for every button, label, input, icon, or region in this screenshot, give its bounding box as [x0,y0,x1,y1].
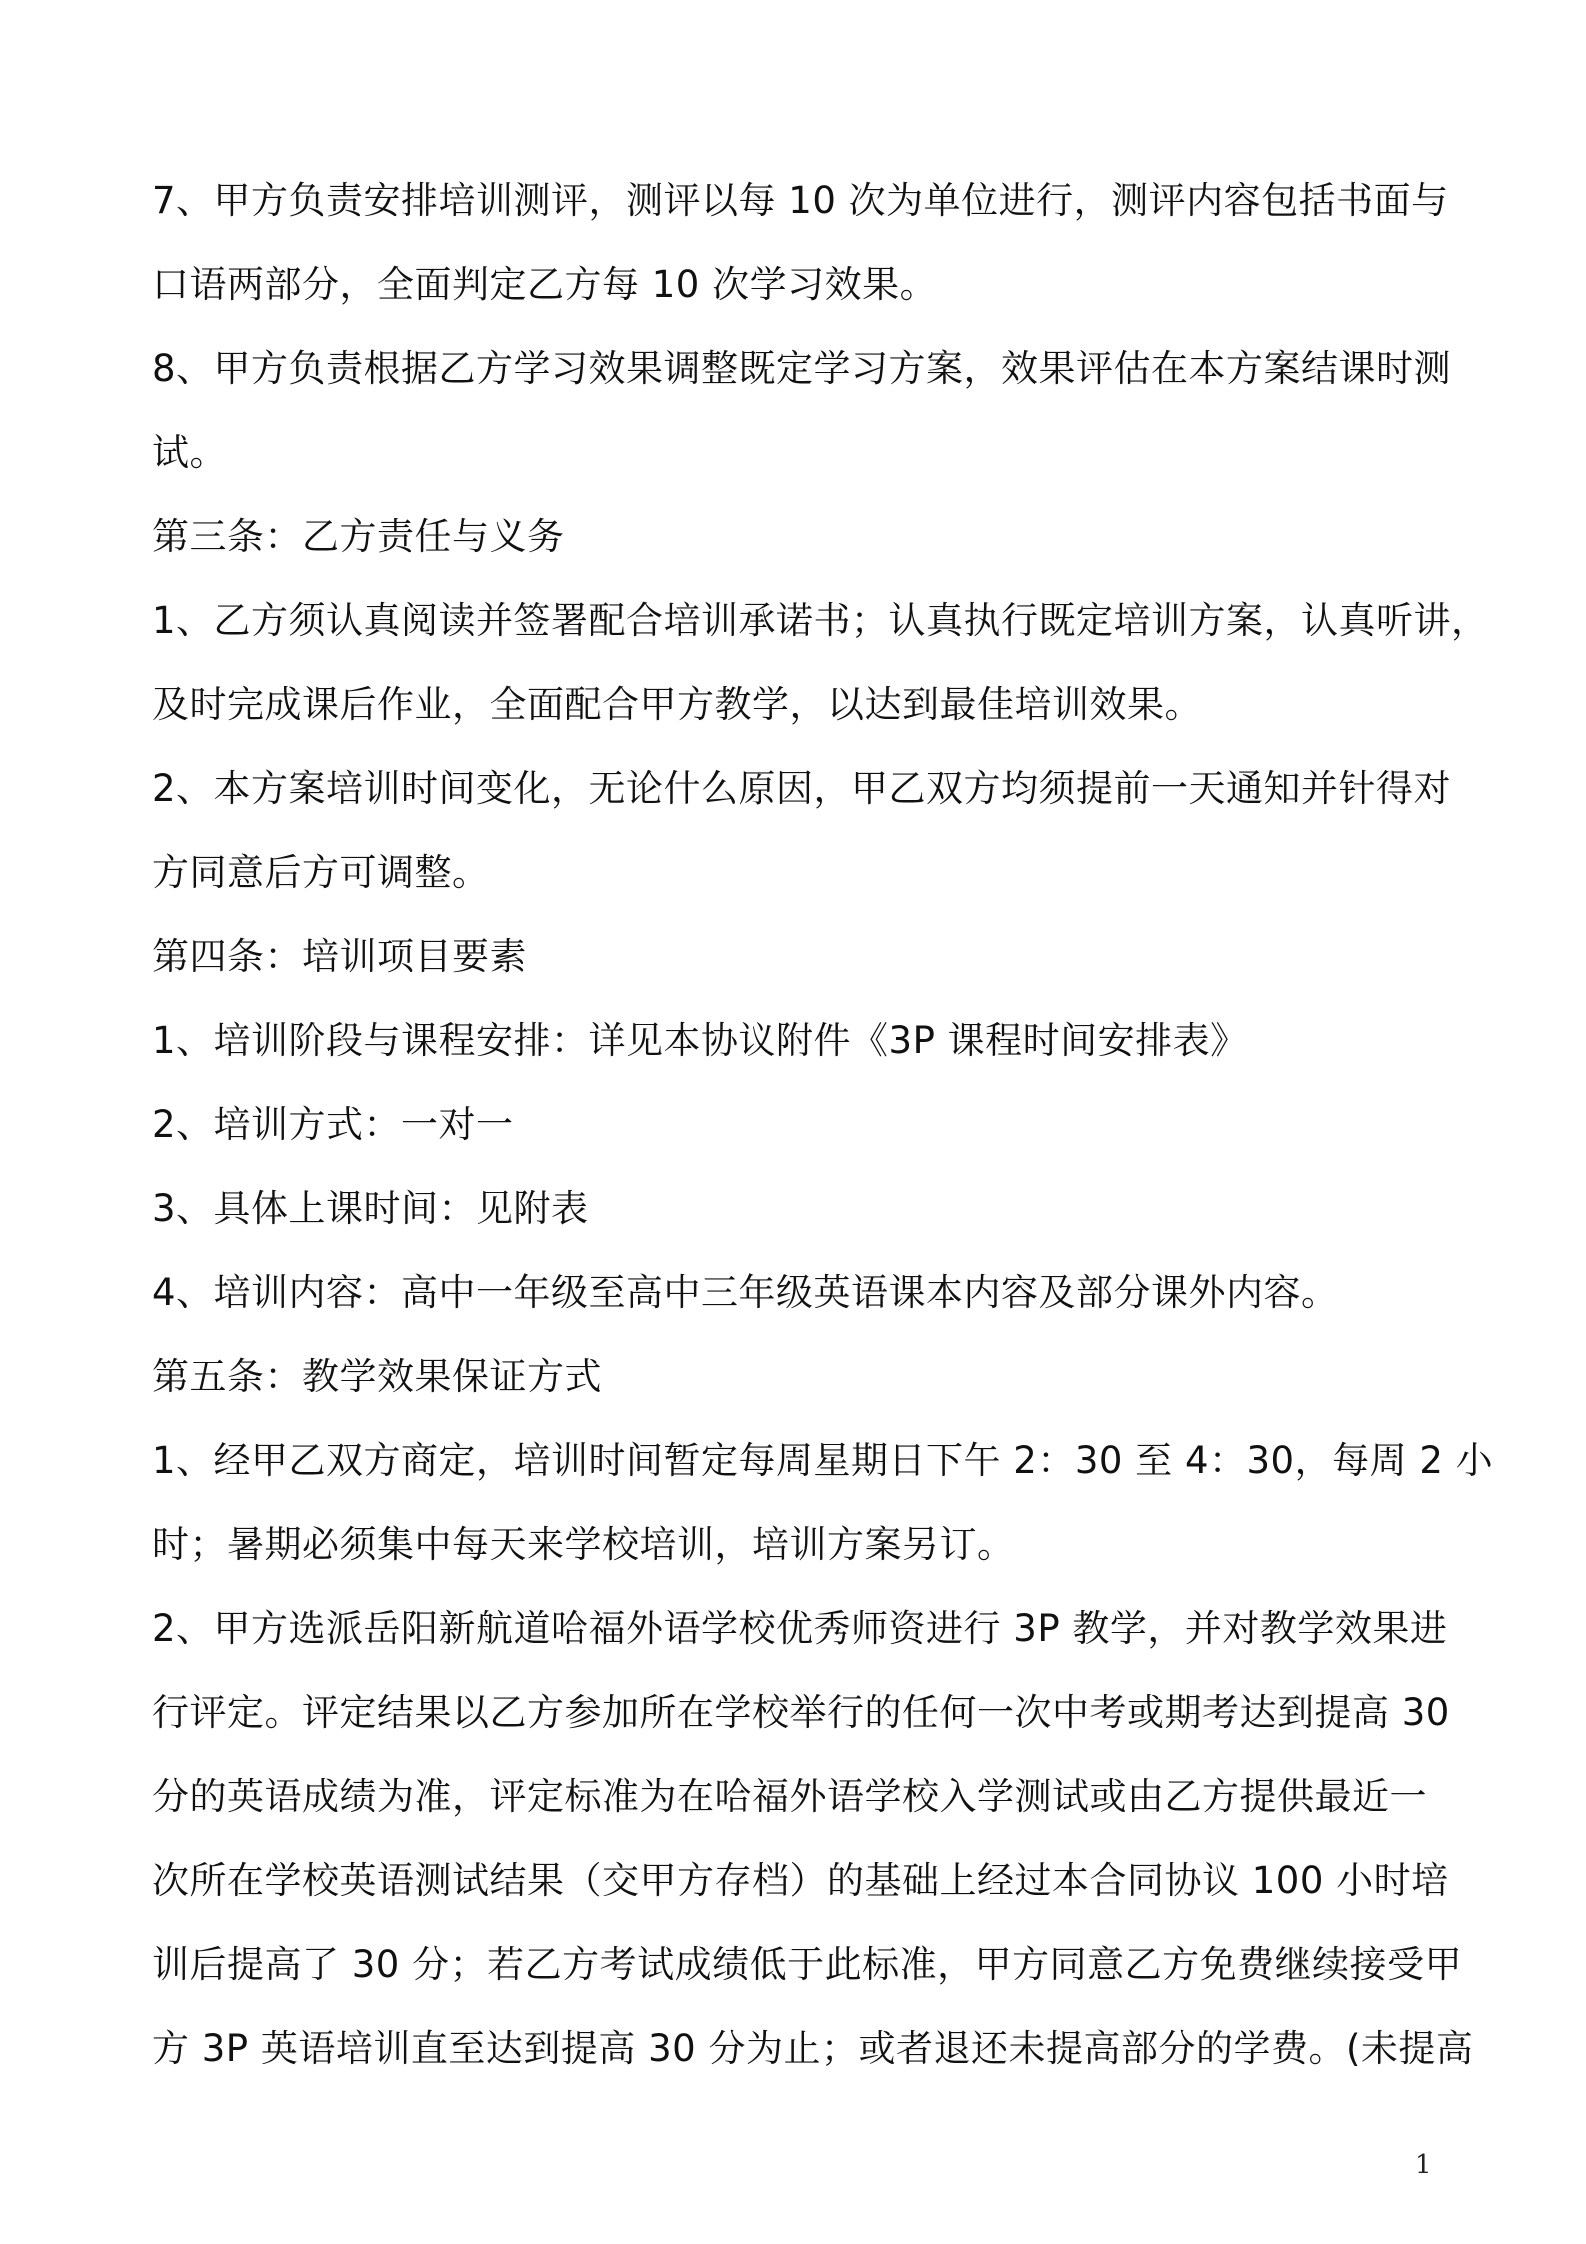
text-line: 1、培训阶段与课程安排：详见本协议附件《3P 课程时间安排表》 [152,1019,1248,1062]
text-line: 及时完成课后作业，全面配合甲方教学，以达到最佳培训效果。 [152,683,1202,726]
text-line: 1、乙方须认真阅读并签署配合培训承诺书；认真执行既定培训方案，认真听讲， [152,599,1489,642]
text-line: 3、具体上课时间：见附表 [152,1187,589,1230]
text-line: 口语两部分，全面判定乙方每 10 次学习效果。 [152,263,938,306]
text-line: 2、培训方式：一对一 [152,1103,514,1146]
section-heading: 第三条：乙方责任与义务 [152,515,565,558]
text-line: 训后提高了 30 分；若乙方考试成绩低于此标准，甲方同意乙方免费继续接受甲 [152,1943,1463,1986]
text-line: 行评定。评定结果以乙方参加所在学校举行的任何一次中考或期考达到提高 30 [152,1691,1450,1734]
text-line: 方 3P 英语培训直至达到提高 30 分为止；或者退还未提高部分的学费。(未提高 [152,2027,1474,2070]
text-line: 7、甲方负责安排培训测评，测评以每 10 次为单位进行，测评内容包括书面与 [152,179,1449,222]
text-line: 试。 [152,431,227,474]
page-number: 1 [1415,2150,1432,2180]
text-line: 4、培训内容：高中一年级至高中三年级英语课本内容及部分课外内容。 [152,1271,1339,1314]
text-line: 8、甲方负责根据乙方学习效果调整既定学习方案，效果评估在本方案结课时测 [152,347,1452,390]
text-line: 分的英语成绩为准，评定标准为在哈福外语学校入学测试或由乙方提供最近一 [152,1775,1427,1818]
text-line: 方同意后方可调整。 [152,851,490,894]
text-line: 次所在学校英语测试结果（交甲方存档）的基础上经过本合同协议 100 小时培 [152,1859,1449,1902]
section-heading: 第五条：教学效果保证方式 [152,1355,602,1398]
text-line: 1、经甲乙双方商定，培训时间暂定每周星期日下午 2：30 至 4：30，每周 2 小 [152,1439,1494,1482]
section-heading: 第四条：培训项目要素 [152,935,527,978]
text-line: 2、甲方选派岳阳新航道哈福外语学校优秀师资进行 3P 教学，并对教学效果进 [152,1607,1448,1650]
text-line: 时；暑期必须集中每天来学校培训，培训方案另订。 [152,1523,1015,1566]
text-line: 2、本方案培训时间变化，无论什么原因，甲乙双方均须提前一天通知并针得对 [152,767,1452,810]
